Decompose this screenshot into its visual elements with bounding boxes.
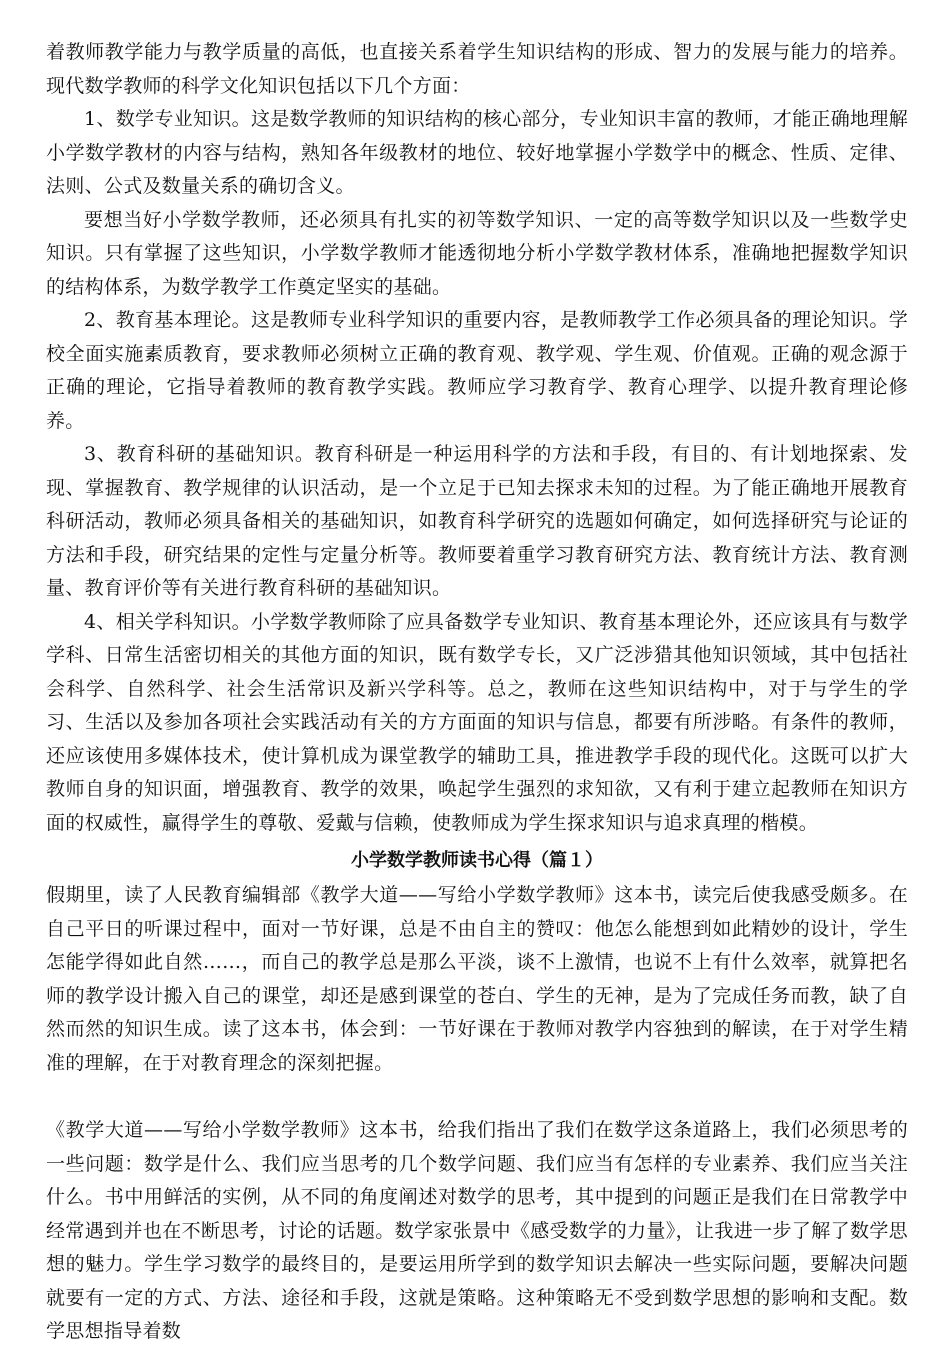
paragraph-math-knowledge: 1、数学专业知识。这是数学教师的知识结构的核心部分，专业知识丰富的教师，才能正确地理解小学数学教材的内容与结构，熟知各年级教材的地位、较好地掌握小学数学中的概念、性质、定律、法则、公式及数量关系的确切含义。 [46,108,908,197]
paragraph-intro: 着教师教学能力与教学质量的高低，也直接关系着学生知识结构的形成、智力的发展与能力的培养。现代数学教师的科学文化知识包括以下几个方面： [46,41,908,97]
paragraph-education-research: 3、教育科研的基础知识。教育科研是一种运用科学的方法和手段，有目的、有计划地探索、发现、掌握教育、教学规律的认识活动，是一个立足于已知去探求未知的过程。为了能正确地开展教育科研活动，教师必须具备相关的基础知识，如教育科学研究的选题如何确定，如何选择研究与论证的方法和手段，研究结果的定性与定量分析等。教师要着重学习教育研究方法、教育统计方法、教育测量、教育评价等有关进行教育科研的基础知识。 [46,443,908,599]
paragraph-math-foundation: 要想当好小学数学教师，还必须具有扎实的初等数学知识、一定的高等数学知识以及一些数学史知识。只有掌握了这些知识，小学数学教师才能透彻地分析小学数学教材体系，准确地把握数学知识的结构体系，为数学教学工作奠定坚实的基础。 [46,208,908,298]
paragraph-reading-reflection: 假期里，读了人民教育编辑部《教学大道——写给小学数学教师》这本书，读完后使我感受颇多。在自己平日的听课过程中，面对一节好课，总是不由自主的赞叹：他怎么能想到如此精妙的设计，学生怎能学得如此自然……，而自己的教学总是那么平淡，谈不上激情，也说不上有什么效率，就算把名师的教学设计搬入自己的课堂，却还是感到课堂的苍白、学生的无神，是为了完成任务而教，缺了自然而然的知识生成。读了这本书，体会到：一节好课在于教师对教学内容独到的解读，在于对学生精准的理解，在于对教育理念的深刻把握。 [46,884,908,1074]
document-page [46,36,908,1349]
paragraph-education-theory: 2、教育基本理论。这是教师专业科学知识的重要内容，是教师教学工作必须具备的理论知识。学校全面实施素质教育，要求教师必须树立正确的教育观、教学观、学生观、价值观。正确的观念源于正确的理论，它指导着教师的教育教学实践。教师应学习教育学、教育心理学、以提升教育理论修养。 [46,309,908,432]
paragraph-related-subjects: 4、相关学科知识。小学数学教师除了应具备数学专业知识、教育基本理论外，还应该具有与数学学科、日常生活密切相关的其他方面的知识，既有数学专长，又广泛涉猎其他知识领域，其中包括社会科学、自然科学、社会生活常识及新兴学科等。总之，教师在这些知识结构中，对于与学生的学习、生活以及参加各项社会实践活动有关的方方面面的知识与信息，都要有所涉略。有条件的教师，还应该使用多媒体技术，使计算机成为课堂教学的辅助工具，推进教学手段的现代化。这既可以扩大教师自身的知识面，增强教育、教学的效果，唤起学生强烈的求知欲，又有利于建立起教师在知识方面的权威性，赢得学生的尊敬、爱戴与信赖，使教师成为学生探求知识与追求真理的楷模。 [46,610,908,834]
paragraph-spacer [46,1080,908,1114]
paragraph-book-summary: 《教学大道——写给小学数学教师》这本书，给我们指出了我们在数学这条道路上，我们必须思考的一些问题：数学是什么、我们应当思考的几个数学问题、我们应当有怎样的专业素养、我们应当关注什么。书中用鲜活的实例，从不同的角度阐述对数学的思考，其中提到的问题正是我们在日常教学中经常遇到并也在不断思考，讨论的话题。数学家张景中《感受数学的力量》，让我进一步了解了数学思想的魅力。学生学习数学的最终目的，是要运用所学到的数学知识去解决一些实际问题，要解决问题就要有一定的方式、方法、途径和手段，这就是策略。这种策略无不受到数学思想的影响和支配。数学思想指导着数 [46,1119,908,1342]
section-title: 小学数学教师读书心得（篇１） [351,850,603,871]
